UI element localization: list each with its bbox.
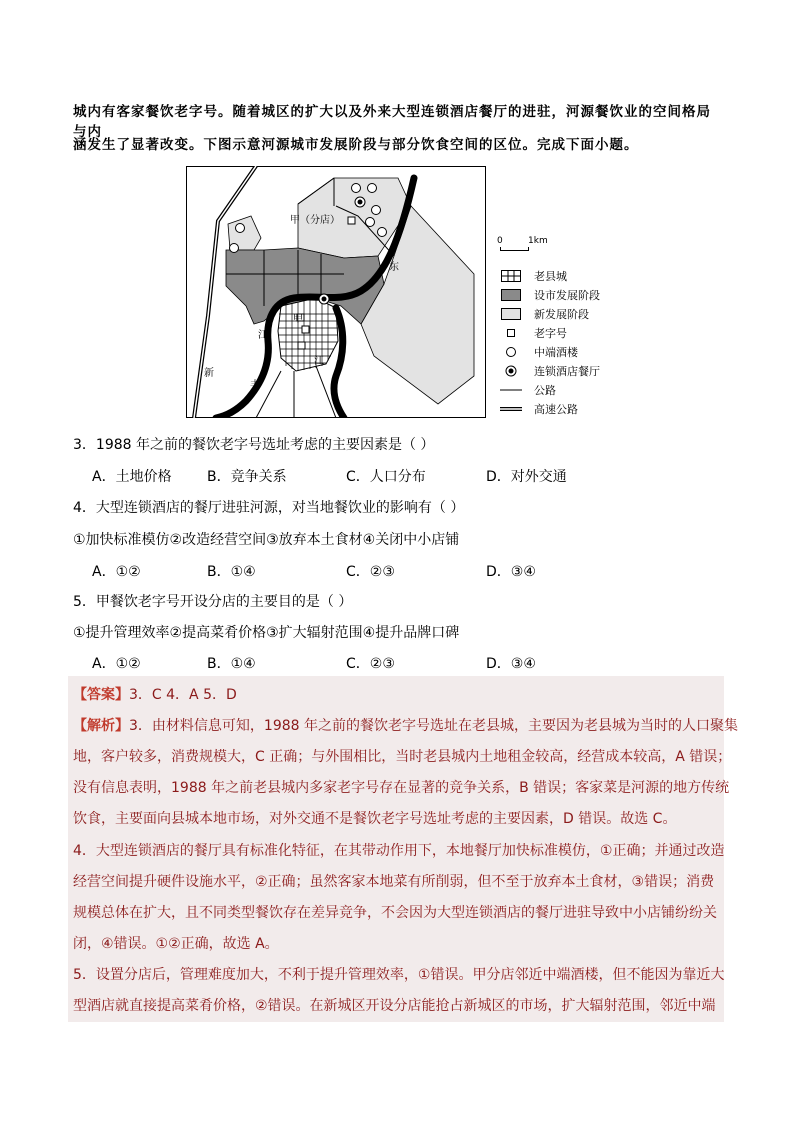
q5-option-c[interactable]: C．②③	[346, 656, 395, 672]
legend-row-mid-range	[500, 344, 578, 360]
q5-option-d[interactable]: D．③④	[486, 656, 536, 672]
analysis-line-4: 饮食，主要面向县城本地市场，对外交通不是餐饮老字号选址考虑的主要因素，D 错误。故选 C。	[73, 811, 677, 827]
label-dong: 东	[389, 262, 399, 273]
label-xin: 新	[204, 368, 214, 379]
answer-text: 3．C 4．A 5．D	[129, 687, 237, 703]
expressway-line-icon	[500, 403, 522, 415]
question-4-items: ①加快标准模仿②改造经营空间③放弃本土食材④关闭中小店铺	[73, 532, 460, 548]
road-line-icon	[500, 384, 522, 396]
label-jia: 甲	[293, 314, 303, 325]
question-5-items: ①提升管理效率②提高菜肴价格③扩大辐射范围④提升品牌口碑	[73, 625, 460, 641]
answer-line	[73, 684, 237, 704]
analysis-line-10: 型酒店就直接提高菜肴价格，②错误。在新城区开设分店能抢占新城区的市场，扩大辐射范围，邻近中端	[73, 998, 716, 1014]
q4-option-a[interactable]: A．①②	[92, 564, 141, 580]
legend-label: 中端酒楼	[534, 346, 578, 359]
analysis-text: 3．由材料信息可知，1988 年之前的餐饮老字号选址在老县城，主要因为老县城为当时的人口聚集	[129, 718, 738, 734]
legend-label: 连锁酒店餐厅	[534, 365, 600, 378]
legend-row-old-brand	[500, 325, 567, 341]
answer-tag: 【答案】	[73, 687, 129, 703]
q4-option-d[interactable]: D．③④	[486, 564, 536, 580]
analysis-line-2: 地，客户较多，消费规模大，C 正确；与外围相比，当时老县城内土地租金较高，经营成本较高，A 错误；	[73, 749, 732, 765]
q3-option-d[interactable]: D．对外交通	[486, 469, 567, 485]
analysis-tag: 【解析】	[73, 718, 129, 734]
scale-zero: 0	[497, 236, 503, 246]
legend-row-road	[500, 382, 556, 398]
label-jiang-1: 江	[258, 330, 268, 341]
city-development-map	[186, 166, 486, 418]
scale-unit: 1km	[528, 236, 548, 246]
dark-swatch-icon	[500, 289, 522, 301]
q4-option-b[interactable]: B．①④	[207, 564, 256, 580]
intro-line-1: 城内有客家餐饮老字号。随着城区的扩大以及外来大型连锁酒店餐厅的进驻，河源餐饮业的空间格局与内	[73, 104, 711, 140]
analysis-line-7: 规模总体在扩大，且不同类型餐饮存在差异竞争，不会因为大型连锁酒店的餐厅进驻导致中小店铺纷纷关	[73, 905, 717, 921]
legend-row-expressway	[500, 401, 578, 417]
intro-line-2: 涵发生了显著改变。下图示意河源城市发展阶段与部分饮食空间的区位。完成下面小题。	[73, 137, 639, 153]
q3-option-c[interactable]: C．人口分布	[346, 469, 426, 485]
light-swatch-icon	[500, 308, 522, 320]
legend-label: 公路	[534, 384, 556, 397]
analysis-line-9: 5．设置分店后，管理难度加大，不利于提升管理效率，①错误。甲分店邻近中端酒楼，但不能因为靠近大	[73, 967, 725, 983]
legend-label: 老县城	[534, 270, 567, 283]
q4-option-c[interactable]: C．②③	[346, 564, 395, 580]
question-5-stem: 5．甲餐饮老字号开设分店的主要目的是（ ）	[73, 594, 353, 610]
legend-row-old-county	[500, 268, 567, 284]
circle-icon	[500, 346, 522, 358]
question-3-stem: 3．1988 年之前的餐饮老字号选址考虑的主要因素是（ ）	[73, 437, 435, 453]
label-jia-branch: 甲（分店）	[290, 215, 340, 226]
grid-swatch-icon	[500, 270, 522, 282]
legend-row-city-stage	[500, 287, 600, 303]
q3-option-a[interactable]: A．土地价格	[92, 469, 172, 485]
legend-label: 新发展阶段	[534, 308, 589, 321]
legend-label: 老字号	[534, 327, 567, 340]
dot-in-circle-icon	[500, 365, 522, 377]
analysis-line-6: 经营空间提升硬件设施水平，②正确；虽然客家本地菜有所削弱，但不至于放弃本土食材，③错误；消费	[73, 874, 715, 890]
question-4-stem: 4．大型连锁酒店的餐厅进驻河源，对当地餐饮业的影响有（ ）	[73, 500, 465, 516]
label-jiang-2: 江	[314, 356, 324, 367]
square-icon	[500, 327, 522, 339]
analysis-line-1	[73, 715, 738, 735]
label-feng: 丰	[250, 380, 260, 391]
legend-row-chain-hotel	[500, 363, 600, 379]
legend-row-new-stage	[500, 306, 589, 322]
scale-bar	[497, 236, 560, 256]
analysis-line-3: 没有信息表明，1988 年之前老县城内多家老字号存在显著的竞争关系，B 错误；客家菜是河源的地方传统	[73, 780, 730, 796]
legend-label: 设市发展阶段	[534, 289, 600, 302]
q5-option-b[interactable]: B．①④	[207, 656, 256, 672]
q5-option-a[interactable]: A．①②	[92, 656, 141, 672]
analysis-line-8: 闭，④错误。①②正确，故选 A。	[73, 936, 279, 952]
analysis-line-5: 4．大型连锁酒店的餐厅具有标准化特征，在其带动作用下，本地餐厅加快标准模仿，①正确；并通过改造	[73, 843, 725, 859]
q3-option-b[interactable]: B．竞争关系	[207, 469, 287, 485]
legend-label: 高速公路	[534, 403, 578, 416]
